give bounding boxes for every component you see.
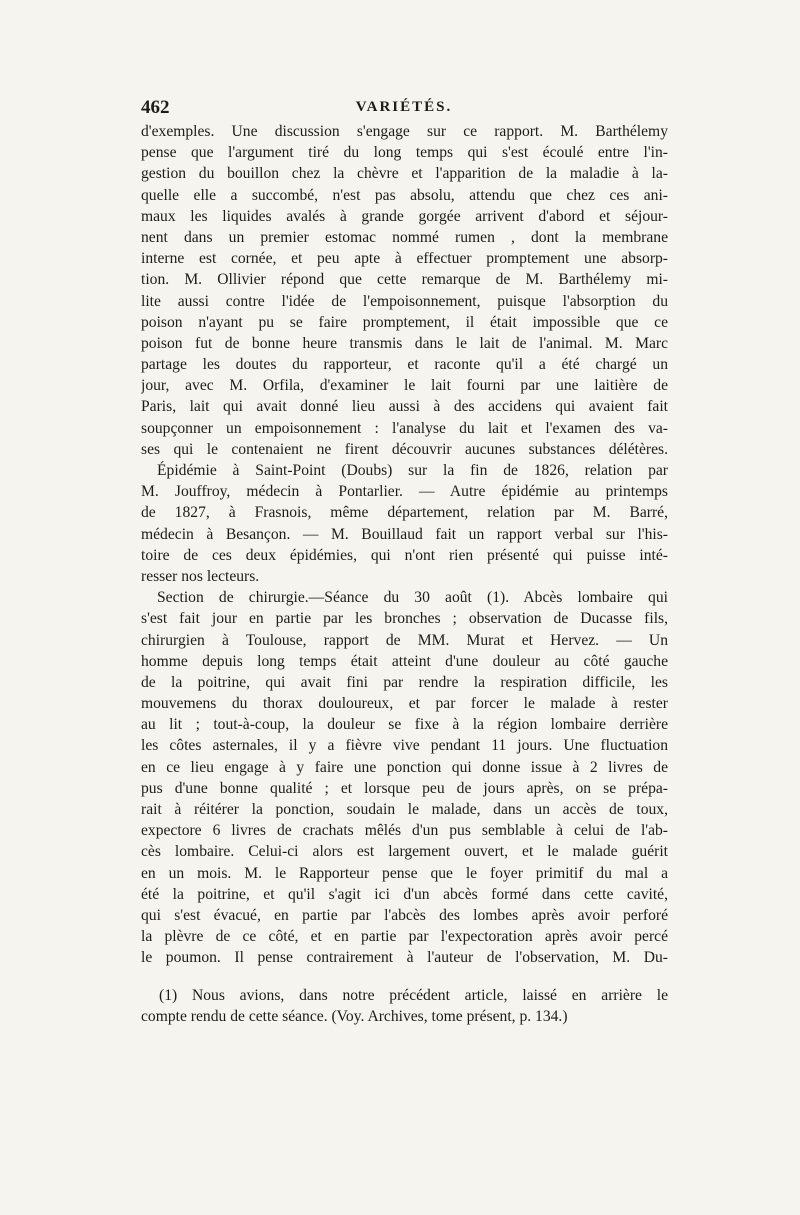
text-line: en ce lieu engage à y faire une ponction qui donne issue à 2 livres de: [141, 758, 668, 776]
text-line: au lit ; tout-à-coup, la douleur se fixe à la région lombaire derrière: [141, 716, 668, 734]
text-line: Section de chirurgie.—Séance du 30 août (1). Abcès lombaire qui: [157, 589, 668, 607]
text-line: expectore 6 livres de crachats mêlés d'un pus semblable à celui de l'ab-: [141, 822, 668, 840]
body-text: [141, 121, 668, 969]
text-line: les côtes asternales, il y a fièvre vive pendant 11 jours. Une fluctuation: [141, 737, 668, 755]
text-line: cès lombaire. Celui-ci alors est largement ouvert, et le malade guérit: [141, 843, 668, 861]
text-line: été la poitrine, et qu'il s'agit ici d'un abcès formé dans cette cavité,: [141, 885, 668, 903]
text-line: mouvemens du thorax douloureux, et par forcer le malade à rester: [141, 695, 668, 713]
text-line: pense que l'argument tiré du long temps qui s'est écoulé entre l'in-: [141, 144, 668, 162]
text-line: rait à réitérer la ponction, soudain le malade, dans un accès de toux,: [141, 801, 668, 818]
text-line: jour, avec M. Orfila, d'examiner le lait fourni par une laitière de: [141, 377, 668, 395]
text-line: d'exemples. Une discussion s'engage sur ce rapport. M. Barthélemy: [141, 123, 668, 140]
text-line: partage les doutes du rapporteur, et raconte qu'il a été chargé un: [141, 356, 668, 374]
text-line: Épidémie à Saint-Point (Doubs) sur la fin de 1826, relation par: [157, 462, 668, 479]
text-line: gestion du bouillon chez la chèvre et l'apparition de la maladie à la-: [141, 165, 668, 183]
text-line: M. Jouffroy, médecin à Pontarlier. — Autre épidémie au printemps: [141, 483, 668, 501]
text-line: toire de ces deux épidémies, qui n'ont rien présenté qui puisse inté-: [141, 546, 668, 564]
text-line: maux les liquides avalés à grande gorgée arrivent d'abord et séjour-: [141, 207, 668, 225]
text-line: Paris, lait qui avait donné lieu aussi à des accidens qui avaient fait: [141, 398, 668, 416]
text-line: en un mois. M. le Rapporteur pense que le foyer primitif du mal a: [141, 864, 668, 882]
text-line: tion. M. Ollivier répond que cette remarque de M. Barthélemy mi-: [141, 271, 668, 289]
text-line: chirurgien à Toulouse, rapport de MM. Murat et Hervez. — Un: [141, 631, 668, 649]
text-line: homme depuis long temps était atteint d'une douleur au côté gauche: [141, 652, 668, 670]
footnote-line: compte rendu de cette séance. (Voy. Archives, tome présent, p. 134.): [141, 1008, 568, 1026]
text-line: interne est cornée, et peu apte à effectuer promptement une absorp-: [141, 250, 668, 268]
text-line: poison n'ayant pu se faire promptement, il était impossible que ce: [141, 313, 668, 331]
text-line: médecin à Besançon. — M. Bouillaud fait un rapport verbal sur l'his-: [141, 525, 668, 543]
text-line: de 1827, à Frasnois, même département, relation par M. Barré,: [141, 504, 668, 522]
footnote: [141, 985, 668, 1027]
text-line: le poumon. Il pense contrairement à l'auteur de l'observation, M. Du-: [141, 949, 668, 967]
text-line: ses qui le contenaient ne firent découvrir aucunes substances délétères.: [141, 440, 668, 458]
running-title: VARIÉTÉS.: [355, 99, 453, 115]
page-header: [141, 97, 667, 121]
text-line: resser nos lecteurs.: [141, 567, 260, 585]
text-line: la plèvre de ce côté, et en partie par l'expectoration après avoir percé: [141, 928, 668, 946]
text-line: quelle elle a succombé, n'est pas absolu, attendu que chez ces ani-: [141, 186, 668, 204]
page-number: 462: [141, 97, 170, 118]
footnote-line: (1) Nous avions, dans notre précédent article, laissé en arrière le: [159, 987, 668, 1004]
text-line: s'est fait jour en partie par les bronches ; observation de Ducasse fils,: [141, 610, 668, 628]
text-line: qui s'est évacué, en partie par l'abcès des lombes après avoir perforé: [141, 906, 668, 924]
text-line: nent dans un premier estomac nommé rumen , dont la membrane: [141, 228, 668, 246]
text-line: soupçonner un empoisonnement : l'analyse du lait et l'examen des va-: [141, 419, 668, 437]
text-line: lite aussi contre l'idée de l'empoisonnement, puisque l'absorption du: [141, 292, 668, 310]
text-line: poison fut de bonne heure transmis dans le lait de l'animal. M. Marc: [141, 334, 668, 352]
text-line: de la poitrine, qui avait fini par rendre la respiration difficile, les: [141, 673, 668, 691]
text-line: pus d'une bonne qualité ; et lorsque peu de jours après, on se prépa-: [141, 779, 668, 797]
